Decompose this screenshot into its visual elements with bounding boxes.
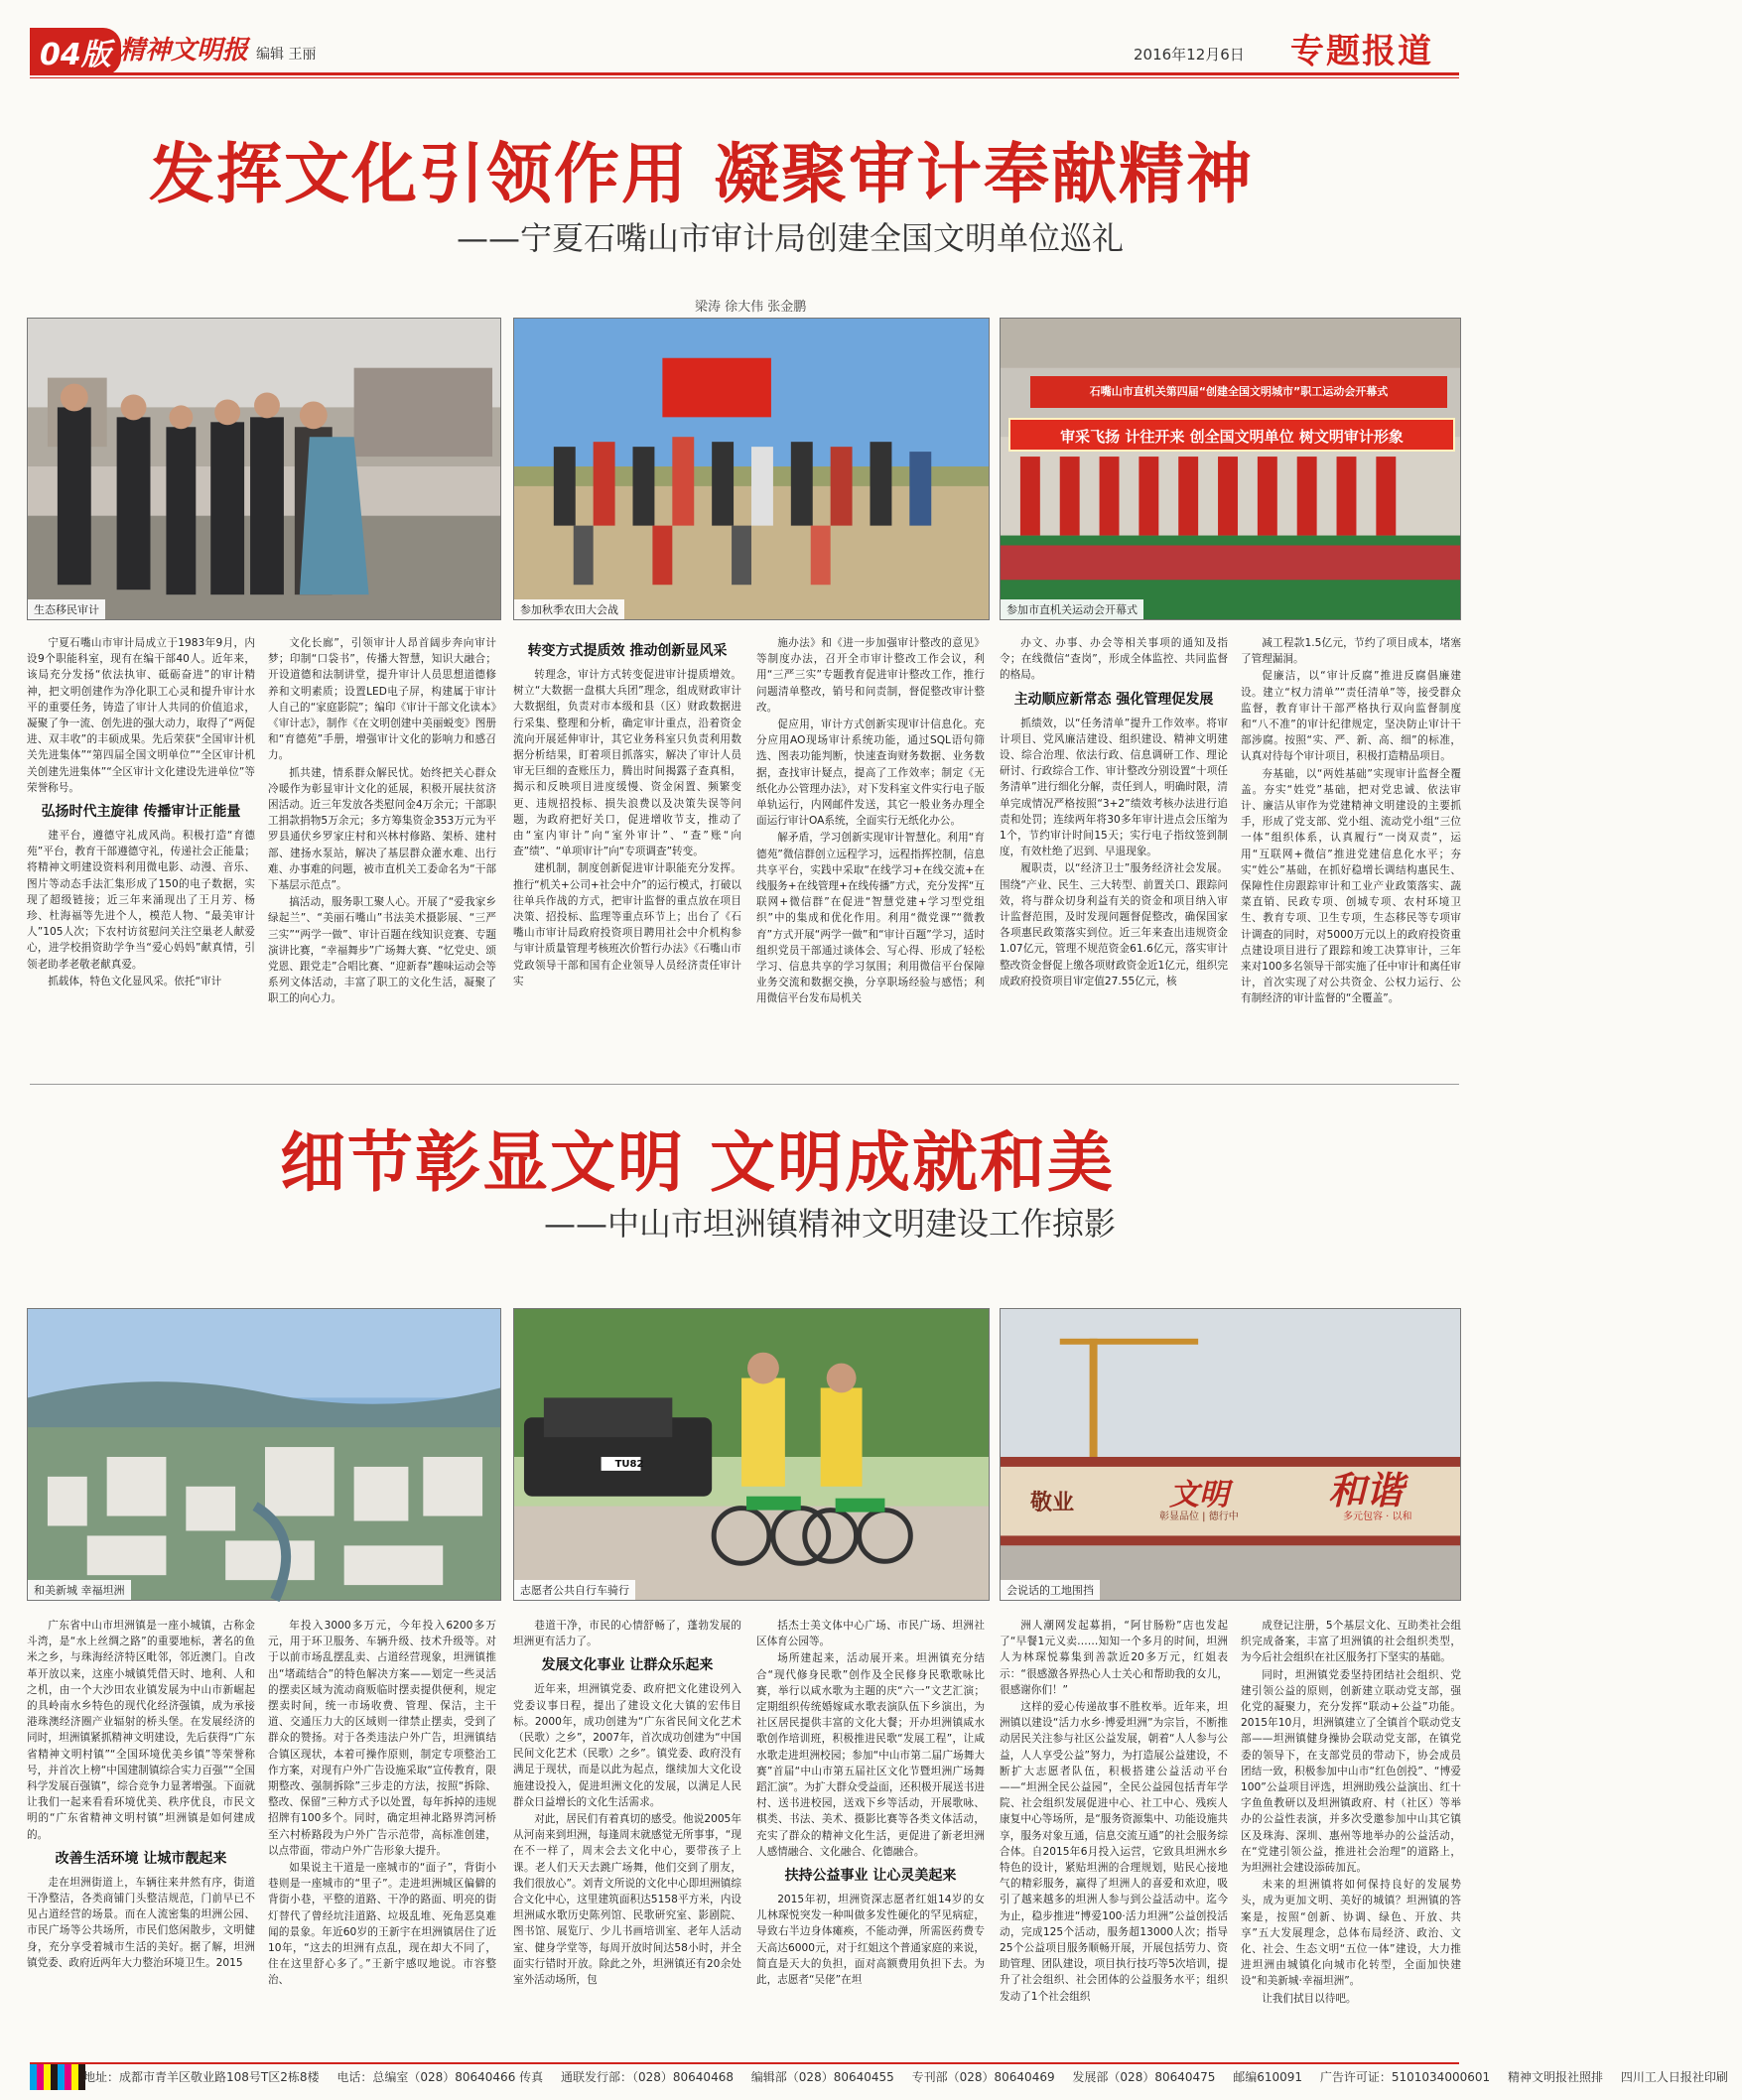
- story2-column-4: [756, 1618, 985, 2054]
- paragraph: 办文、办事、办会等相关事项的通知及指令；在线微信“查岗”，形成全体监控、共同监督的格局。: [1000, 637, 1228, 682]
- footer-item: 广告许可证：5101034000601: [1319, 2070, 1491, 2084]
- story2-column-2: [268, 1618, 496, 2054]
- story2-title: 细节彰显文明 文明成就和美: [280, 1124, 1115, 1201]
- paragraph: 成登记注册，5个基层文化、互助类社会组织完成备案，丰富了坦洲镇的社会组织类型，为今后社会组织在社区服务打下坚实的基础。: [1241, 1620, 1461, 1664]
- paragraph: 广东省中山市坦洲镇是一座小城镇，古称金斗湾，是“水上丝绸之路”的重要地标，著名的鱼米之乡，与珠海经济特区毗邻，邻近澳门。自改革开放以来，这座小城镇凭借天时、地利、人和之机，由一个大沙田农业镇发展为中山市新崛起的具岭南水乡特色的现代化经济强镇，成为承接港珠澳经济圈产业辐射的桥头堡。在发展经济的同时，坦洲镇紧抓精神文明建设，先后获得“广东省精神文明村镇”“全国环境优美乡镇”等荣誉称号，并首次上榜“中国建制镇综合实力百强”“全国科学发展百强镇”，综合竞争力显著增强。下面就让我们一起来看看环境优美、秩序优良，市民文明的“广东省精神文明村镇”坦洲镇是如何建成的。: [27, 1620, 255, 1841]
- paragraph: 建机制，制度创新促进审计职能充分发挥。推行“机关+公司+社会中介”的运行模式，打破以往单兵作战的方式，把审计监督的重点放在项目决策、招投标、监理等重点环节上；出台了《石嘴山市审计局政府投资项目聘用社会中介机构参与审计质量管理考核班次价暂行办法》《石嘴山市党政领导干部和国有企业领导人员经济责任审计实: [513, 862, 742, 987]
- paragraph: 转理念，审计方式转变促进审计提质增效。树立“大数据一盘棋大兵团”理念，组成财政审计大数据组，负责对市本级和县（区）财政数据进行采集、整理和分析，确定审计重点，沿着资金流向开展延伸审计，其它业务科室只负责利用数据分析结果，盯着项目抓落实，解决了审计人员审无巨细的查账压力，腾出时间揭露子查真相，揭示和反映项目进度缓慢、资金闲置、频繁变更、违规招投标、损失浪费以及决策失误等问题，为政府把好关口，促进增收节支，推动了由“室内审计”向“室外审计”、“查”账“向查”绩”、“单项审计”向“专项调查”转变。: [513, 669, 741, 858]
- footer-item: 四川工人日报社印刷: [1620, 2070, 1728, 2084]
- story2-photo-2: [513, 1308, 990, 1601]
- section-heading: 主动顺应新常态 强化管理促发展: [1013, 691, 1214, 708]
- footer-item: 精神文明报社照排: [1507, 2070, 1603, 2084]
- footer-item: 电话：总编室（028）80640466 传真: [336, 2070, 544, 2084]
- section-title: 专题报道: [1290, 32, 1433, 71]
- section-heading: 弘扬时代主旋律 传播审计正能量: [41, 804, 241, 821]
- story2-column-3: [513, 1618, 741, 2054]
- story1-subtitle: ——宁夏石嘴山市审计局创建全国文明单位巡礼: [457, 219, 1125, 257]
- paragraph: 建平台，遵德守礼成风尚。积极打造“育德苑”平台，教育干部遵德守礼，传递社会正能量；将精神文明建设资料利用微电影、动漫、音乐、图片等动态手法汇集形成了150的电子数据，实现了超级链接；近三年来涌现出了王月芳、杨珍、杜海福等先进个人，模范人物、“最美审计人”105人次；下农村访贫慰问关注空巢老人献爱心，进学校捐资助学争当“爱心妈妈”献真情，引领老助孝老敬老献真爱。: [27, 830, 255, 971]
- wall-slogan-1: 敬业: [1030, 1491, 1075, 1515]
- story1-photo-1: [27, 318, 501, 620]
- story1-column-5: [1000, 635, 1228, 1072]
- banner-top: 石嘴山市直机关第四届“创建全国文明城市”职工运动会开幕式: [1030, 376, 1447, 408]
- story1-photo-3: [1000, 318, 1461, 620]
- paragraph: 宁夏石嘴山市审计局成立于1983年9月，内设9个职能科室，现有在编干部40人。近年来，该局充分发扬“依法执审、砥砺奋进”的审计精神，把文明创建作为净化职工心灵和提升审计水平的重要任务，铸造了审计人共同的价值追求，凝聚了争一流、创先进的强大动力，取得了“两促进、双丰收”的丰硕成果。先后荣获“全国审计机关先进集体”“第四届全国文明单位”“全区审计机关创建先进集体”“全区审计文化建设先进单位”等荣誉称号。: [27, 637, 255, 794]
- color-swatch: [51, 2064, 58, 2090]
- footer-info: [83, 2068, 1728, 2085]
- section-heading: 扶持公益事业 让心灵美起来: [784, 1868, 957, 1885]
- footer-address: 地址：成都市青羊区敬业路108号T区2栋8楼: [83, 2070, 320, 2084]
- section-heading: 改善生活环境 让城市靓起来: [55, 1850, 227, 1867]
- story2-photo-1: [27, 1308, 501, 1601]
- paragraph: 场所建起来，活动展开来。坦洲镇充分结合“现代修身民歌”创作及全民修身民歌歌咏比赛，举行以咸水歌为主题的庆“六一”文艺汇演；定期组织传统婚嫁咸水歌表演队伍下乡演出，为社区居民提供丰富的文化大餐；开办坦洲镇咸水歌创作培训班，积极推进民歌“发展工程”，让咸水歌走进坦洲校园；参加“中山市第二届广场舞大赛”首届“中山市第五届社区文化节暨坦洲广场舞蹈汇演”。为扩大群众受益面，还积极开展送书进村、送书进校园，送戏下乡等活动，开展歌咏、棋类、书法、美术、摄影比赛等各类文体活动，充实了群众的精神文化生活，更促进了新老坦洲人感情融合、文化融合、化德融合。: [756, 1652, 985, 1858]
- story2-column-5: [1000, 1618, 1228, 2054]
- wall-small-2: 多元包容 · 以和: [1343, 1511, 1412, 1522]
- footer-item: 邮编610091: [1233, 2070, 1303, 2084]
- story2-column-1: [27, 1618, 255, 2054]
- header-rule-thin: [30, 77, 1459, 78]
- story2-column-6: [1241, 1618, 1461, 2054]
- paragraph: 括杰士美文体中心广场、市民广场、坦洲社区体育公园等。: [756, 1620, 985, 1648]
- issue-date: 2016年12月6日: [1134, 46, 1245, 64]
- wall-slogan-2: 文明: [1169, 1478, 1229, 1512]
- color-swatch: [65, 2064, 71, 2090]
- paragraph: 同时，坦洲镇党委坚持团结社会组织、党建引领公益的原则，创新建立联动党支部，强化党的凝聚力，充分发挥“联动+公益”功能。2015年10月，坦洲镇建立了全镇首个联动党支部——坦洲镇健身操协会联动党支部，在镇党委的领导下，在支部党员的带动下，协会成员团结一致，积极参加中山市“红色创投”、“博爱100”公益项目评选，坦洲助残公益演出、红十字鱼鱼教研以及坦洲镇政府、村（社区）等举办的公益性表演，并多次受邀参加中山其它镇区及珠海、深圳、惠州等地举办的公益活动，在“党建引领公益，推进社会治理”的道路上，为坦洲社会建设添砖加瓦。: [1241, 1668, 1461, 1875]
- paragraph: 抓绩效，以“任务清单”提升工作效率。将审计项目、党风廉洁建设、组织建设、精神文明建设、综合治理、依法行政、信息调研工作、理论研讨、行政综合工作、审计整改分别设置“十项任务清单”进行细化分解，责任到人，明确时限，清单完成情况严格按照“3+2”绩效考核办法进行追责和处罚；连续两年将30多年审计进点会压缩为1个，节约审计时间15天；实行电子指纹签到制度，有效杜绝了迟到、早退现象。: [1000, 717, 1228, 858]
- wall-small-1: 彰显品位 | 德行中: [1159, 1511, 1239, 1522]
- paragraph: 巷道干净，市民的心情舒畅了，蓬勃发展的坦洲更有活力了。: [513, 1620, 741, 1648]
- paragraph: 文化长廊”，引领审计人昂首阔步奔向审计梦；印制“口袋书”，传播大智慧，知识大融合；开设道德和法制讲堂，提升审计人员思想道德修养和文明素质；设置LED电子屏，构建属于审计人自己的“家庭影院”；编印《审计干部文化读本》《审计志》，制作《在文明创建中美丽蜕变》图册和“育德苑”手册，增强审计文化的影响力和感召力。: [268, 637, 496, 762]
- photo-caption: 会说话的工地围挡: [1001, 1580, 1100, 1600]
- car-plate: TU82: [614, 1459, 644, 1470]
- paragraph: 抓共建，情系群众解民忧。始终把关心群众冷暖作为彰显审计文化的延展，积极开展扶贫济困活动。近三年发放各类慰问金4万余元；干部职工捐款捐物5万余元；多方筹集资金353万元为平罗县通伏乡罗家庄村和兴林村修路、架桥、建村部、建扬水泵站，解决了基层群众灌水难、出行难、办事难的问题，被市直机关工委命名为“干部下基层示范点”。: [268, 766, 496, 892]
- paragraph: 履职责，以“经济卫士”服务经济社会发展。围绕“产业、民生、三大转型、前置关口、跟踪问效，将与群众切身利益有关的资金和项目纳入审计监督范围，及时发现问题督促整改，确保国家各项惠民政策落实到位。近三年来查出违规资金1.07亿元，管理不规范资金61.6亿元，落实审计整改资金督促上缴各项财政资金近1亿元，组织完成政府投资项目审定值27.55亿元，核: [1000, 862, 1228, 987]
- story1-photo-2: [513, 318, 990, 620]
- color-swatch: [37, 2064, 44, 2090]
- story-divider: [30, 1084, 1459, 1085]
- story2-subtitle: ——中山市坦洲镇精神文明建设工作掠影: [544, 1205, 1117, 1243]
- story2-photo-3: [1000, 1308, 1461, 1601]
- story1-column-4: [756, 635, 985, 1072]
- paragraph: 搞活动，服务职工聚人心。开展了“爱我家乡绿起兰”、“美丽石嘴山”书法美术摄影展、“三严三实”“两学一做”、审计百题在线知识竞赛、专题演讲比赛，“幸福舞步”广场舞大赛、“忆党史、颂党恩、跟党走”合唱比赛、“迎新春”趣味运动会等系列文体活动，丰富了职工的文化生活，凝聚了职工的向心力。: [268, 896, 496, 1005]
- paragraph: 对此，居民们有着真切的感受。他说2005年从河南来到坦洲，每逢周末就感觉无所事事，“现在不一样了，周末会去文化中心，要带孩子上课。老人们天天去跳广场舞，他们交到了朋友，我们很放心”。刘青文所说的文化中心即坦洲镇综合文化中心，这里建筑面积达5158平方米，内设坦洲咸水歌历史陈列馆、民歌研究室、影剧院、图书馆、展览厅、少儿书画培训室、老年人活动室、健身学堂等，每周开放时间达58小时，并全面实行错时开放。除此之外，坦洲镇还有20余处室外活动场所，包: [513, 1813, 741, 1987]
- photo-caption: 参加秋季农田大会战: [514, 599, 624, 619]
- color-swatch: [58, 2064, 65, 2090]
- paper-name: 精神文明报: [119, 36, 249, 66]
- paragraph: 促廉洁，以“审计反腐”推进反腐倡廉建设。建立“权力清单”“责任清单”等，接受群众监督，教育审计干部严格执行双向监督制度和“八不准”的审计纪律规定，坚决防止审计干部涉腐。按照“实、严、新、高、细”的标准，认真对待每个审计项目，积极打造精品项目。: [1241, 670, 1461, 763]
- color-swatch: [71, 2064, 78, 2090]
- paragraph: 洲人潮网发起募捐，“阿甘肠粉”店也发起了“早餐1元义卖……知知一个多月的时间，坦洲人为林琛悦募集到善款近20多万元，红姐表示：“很感激各界热心人士关心和帮助我的女儿，很感谢你们！”: [1000, 1620, 1228, 1696]
- footer-item: 编辑部（028）80640455: [750, 2070, 894, 2084]
- paragraph: 施办法》和《进一步加强审计整改的意见》等制度办法，召开全市审计整改工作会议，利用“三严三实”专题教育促进审计整改工作，推行问题清单整改，销号和问责制，督促整改审计整改。: [756, 637, 985, 714]
- paragraph: 抓载体，特色文化显风采。依托“审计: [48, 975, 222, 987]
- page-number: 04版: [30, 28, 121, 75]
- color-swatch: [30, 2064, 37, 2090]
- paragraph: 近年来，坦洲镇党委、政府把文化建设列入党委议事日程，提出了建设文化大镇的宏伟目标。2000年，成功创建为“广东省民间文化艺术（民歌）之乡”，2007年，首次成功创建为“中国民间文化艺术（民歌）之乡”。镇党委、政府没有满足于现状，而是以此为起点，继续加大文化设施建设投入，促进坦洲文化的发展，以满足人民群众日益增长的文化生活需求。: [513, 1683, 741, 1808]
- footer-rule: [30, 2062, 1459, 2064]
- paragraph: 解矛盾，学习创新实现审计智慧化。利用“育德苑”微信群创立远程学习，远程指挥控制，信息共享平台，实践中采取“在线学习+在线交流+在线服务+在线管理+在线传播”方式，充分发挥“互联网+微信群”在促进“智慧党建+学习型党组织”中的集成和优化作用。利用“微党课”“微教育”方式开展“两学一做”和“审计百题”学习，适时组织党员干部通过谈体会、写心得、形成了轻松学习、信息共享的学习氛围；利用微信平台保障业务交流和数据交换，分享职场经验与感悟；利用微信平台发布局机关: [756, 832, 986, 1005]
- story1-column-1: [27, 635, 255, 1072]
- story1-byline: 梁涛 徐大伟 张金鹏: [695, 300, 807, 315]
- footer-item: 发展部（028）80640475: [1072, 2070, 1216, 2084]
- paragraph: 年投入3000多万元，今年投入6200多万元，用于环卫服务、车辆升级、技术升级等。对于以前市场乱摆乱卖、占道经营现象，坦洲镇推出“堵疏结合”的特色解决方案——划定一些灵活的摆卖区域为流动商贩临时摆卖提供便利，规定摆卖时间，统一市场收费、管理、保洁，主干道、交通压力大的区域则一律禁止摆卖，受到了群众的赞扬。对于各类违法户外广告，坦洲镇结合镇区现状，本着可操作原则，制定专项整治工作方案，对现有户外广告设施采取“宣传教育，限期整改、强制拆除”三步走的方法，按照“拆除、整改、保留”三种方式予以处置，每年拆掉的违规招牌有100多个。同时，确定坦神北路界湾河桥至六村桥路段为户外广告示范带，高标准创建，以点带面，带动户外广告形象大提升。: [268, 1620, 496, 1857]
- header-rule: [30, 72, 1459, 75]
- paragraph: 夯基础，以“两姓基础”实现审计监督全覆盖。夯实“姓党”基础，把对党忠诚、依法审计、廉洁从审作为党建精神文明建设的主要抓手，形成了党支部、党小组、流动党小组“三位一体”组织体系，认真履行“一岗双责”，运用“互联网+微信”推进党建信息化水平；夯实“姓公”基础，在抓好稳增长调结构惠民生、保障性住房跟踪审计和工业产业政策落实、蔬菜直销、民政专项、创城专项、农村环境卫生、教育专项、卫生专项，生态移民等专项审计调查的同时，对5000万元以上的政府投资重点建设项目进行了跟踪和竣工决算审计，三年来对100多名领导干部实施了任中审计和离任审计，首次实现了对公共资金、公权力运行、公有制经济的审计监督的“全覆盖”。: [1241, 767, 1461, 1005]
- color-swatch: [44, 2064, 51, 2090]
- wall-slogan-3: 和谐: [1328, 1469, 1405, 1512]
- paragraph: 如果说主干道是一座城市的“面子”，背街小巷则是一座城市的“里子”。走进坦洲城区偏僻的背街小巷，平整的道路、干净的路面、明亮的街灯替代了曾经坑洼道路、垃圾乱堆、死角恶臭难闻的景象。年近60岁的王新宇在坦洲镇居住了近10年，“这去的坦洲有点乱，现在却大不同了，住在这里舒心多了。”王新宇感叹地说。市容整治、: [268, 1862, 496, 1987]
- editor-credit: 编辑 王丽: [256, 47, 317, 63]
- story1-column-3: [513, 635, 741, 1072]
- paragraph: 让我们拭目以待吧。: [1262, 1992, 1357, 2005]
- paragraph: 减工程款1.5亿元，节约了项目成本，堵塞了管理漏洞。: [1241, 637, 1461, 666]
- paragraph: 这样的爱心传递故事不胜枚举。近年来，坦洲镇以建设“活力水乡·博爱坦洲”为宗旨，不断推动居民关注参与社区公益发展，朝着“人人参与公益，人人享受公益”努力，为打造展公益建设，不断扩大志愿者队伍，积极搭建公益活动平台——“坦洲全民公益园”，全民公益园包括青年学院、社会组织发展促进中心、社工中心、残疾人康复中心等场所，是“服务资源集中、功能设施共享，服务对象互通，信息交流互通”的社会服务综合体。自2015年6月投入运营，它致具坦洲水乡特色的设计，紧贴坦洲的合理规划，贴民心接地气的精彩服务，赢得了坦洲人的喜爱和欢迎，吸引了越来越多的坦洲人参与到公益活动中。迄今为止，稳步推进“博爱100·活力坦洲”公益创投活动，完成125个活动，服务超13000人次；指导25个公益项目服务顺畅开展，开展包括劳力、资助管理、团队建设，项目执行技巧等5次培训，提升了社会组织、社会团体的公益服务水平；组织发动了1个社会组织: [1000, 1701, 1228, 2003]
- photo-caption: 志愿者公共自行车骑行: [514, 1580, 635, 1600]
- story1-title: 发挥文化引领作用 凝聚审计奉献精神: [149, 136, 1254, 212]
- photo-caption: 参加市直机关运动会开幕式: [1001, 599, 1143, 619]
- story1-column-2: [268, 635, 496, 1072]
- photo-caption: 和美新城 幸福坦洲: [28, 1580, 131, 1600]
- footer-item: 专刊部（028）80640469: [911, 2070, 1055, 2084]
- paragraph: 未来的坦洲镇将如何保持良好的发展势头，成为更加文明、美好的城镇？坦洲镇的答案是，按照“创新、协调、绿色、开放、共享”五大发展理念，总体布局经济、政治、文化、社会、生态文明“五位一体”建设，大力推进坦洲由城镇化向城市化转型，全面加快建设“和美新城·幸福坦洲”。: [1241, 1879, 1461, 1988]
- footer-item: 通联发行部：（028）80640468: [560, 2070, 734, 2084]
- section-heading: 转变方式提质效 推动创新显风采: [527, 643, 728, 659]
- banner-slogan: 审采飞扬 计往开来 创全国文明单位 树文明审计形象: [1008, 418, 1455, 452]
- paragraph: 走在坦洲街道上，车辆往来井然有序，街道干净整洁，各类商铺门头整洁规范，门前早已不见占道经营的场景。而在人流密集的坦洲公园、市民广场等公共场所，市民们悠闲散步，文明健身，充分享受着城市生活的美好。据了解，坦洲镇党委、政府近两年大力整治环境卫生。2015: [27, 1876, 255, 1969]
- paragraph: 2015年初，坦洲资深志愿者红姐14岁的女儿林琛悦突发一种叫做多发性硬化的罕见病症，导致右半边身体瘫痪，不能动弹，所需医药费专天高达6000元，对于红姐这个普通家庭的来说，简直是天大的负担，面对高额费用负担下去。为此，志愿者“吴佬”在坦: [756, 1894, 985, 1987]
- photo-caption: 生态移民审计: [28, 599, 105, 619]
- section-heading: 发展文化事业 让群众乐起来: [541, 1657, 714, 1674]
- paragraph: 促应用，审计方式创新实现审计信息化。充分应用AO现场审计系统功能，通过SQL语句筛选、图表功能判断，快速查询财务数据、业务数据，查找审计疑点，提高了工作效率；制定《无纸化办公管理办法》，对下发科室文件实行电子版单轨运行，内网邮件发送，其它一般业务办理全面运行审计OA系统，全面实行无纸化办公。: [756, 719, 985, 828]
- story1-column-6: [1241, 635, 1461, 1072]
